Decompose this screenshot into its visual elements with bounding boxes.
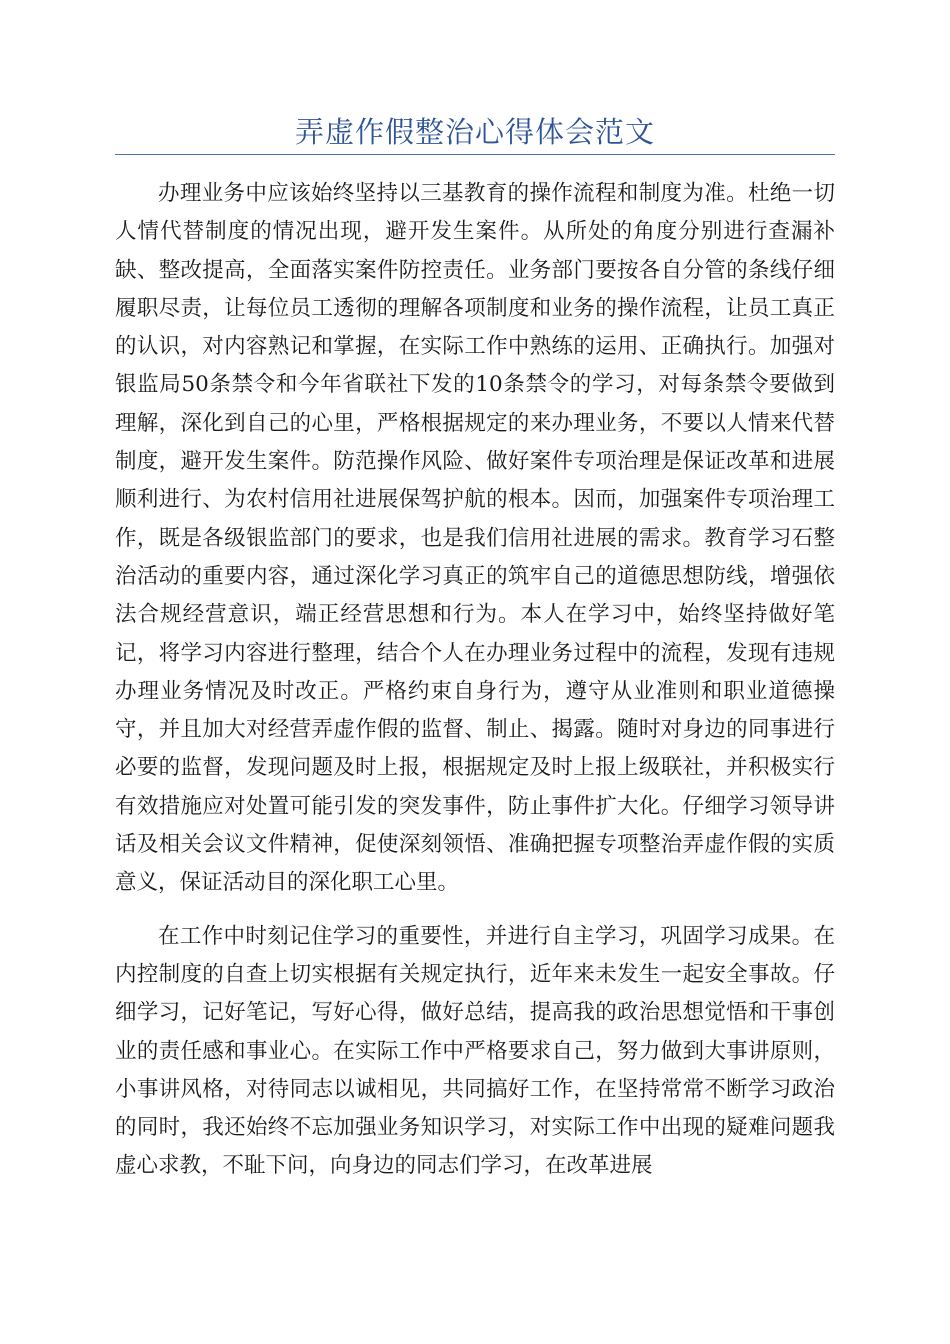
- title-block: [115, 110, 835, 156]
- paragraph-2: 在工作中时刻记住学习的重要性，并进行自主学习，巩固学习成果。在内控制度的自查上切实根据有关规定执行，近年来未发生一起安全事故。仔细学习，记好笔记，写好心得，做好总结，提高我的政治思想觉悟和干事创业的责任感和事业心。在实际工作中严格要求自己，努力做到大事讲原则，小事讲风格，对待同志以诚相见，共同搞好工作，在坚持常常不断学习政治的同时，我还始终不忘加强业务知识学习，对实际工作中出现的疑难问题我虚心求教，不耻下问，向身边的同志们学习，在改革进展: [115, 923, 835, 1179]
- document-body: [115, 175, 835, 1186]
- paragraph-1: 办理业务中应该始终坚持以三基教育的操作流程和制度为准。杜绝一切人情代替制度的情况出现，避开发生案件。从所处的角度分别进行查漏补缺、整改提高，全面落实案件防控责任。业务部门要按各自分管的条线仔细履职尽责，让每位员工透彻的理解各项制度和业务的操作流程，让员工真正的认识，对内容熟记和掌握，在实际工作中熟练的运用、正确执行。加强对银监局50条禁令和今年省联社下发的10条禁令的学习，对每条禁令要做到理解，深化到自己的心里，严格根据规定的来办理业务，不要以人情来代替制度，避开发生案件。防范操作风险、做好案件专项治理是保证改革和进展顺利进行、为农村信用社进展保驾护航的根本。因而，加强案件专项治理工作，既是各级银监部门的要求，也是我们信用社进展的需求。教育学习石整治活动的重要内容，通过深化学习真正的筑牢自己的道德思想防线，增强依法合规经营意识，端正经营思想和行为。本人在学习中，始终坚持做好笔记，将学习内容进行整理，结合个人在办理业务过程中的流程，发现有违规办理业务情况及时改正。严格约束自身行为，遵守从业准则和职业道德操守，并且加大对经营弄虚作假的监督、制止、揭露。随时对身边的同事进行必要的监督，发现问题及时上报，根据规定及时上报上级联社，并积极实行有效措施应对处置可能引发的突发事件，防止事件扩大化。仔细学习领导讲话及相关会议文件精神，促使深刻领悟、准确把握专项整治弄虚作假的实质意义，保证活动目的深化职工心里。: [115, 181, 835, 896]
- document-title: 弄虚作假整治心得体会范文: [294, 115, 655, 149]
- title-underline: [115, 154, 835, 155]
